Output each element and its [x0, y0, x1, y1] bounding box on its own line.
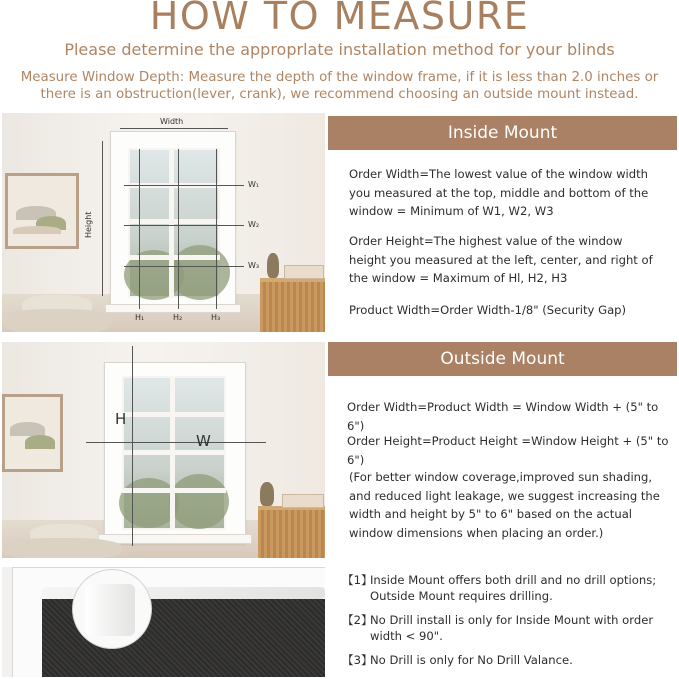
w1-label: W₁ [248, 180, 260, 189]
note-item [342, 572, 672, 604]
page-subtitle: Please determine the approprlate installation method for your blinds [64, 40, 615, 59]
inside-mount-photo [2, 113, 325, 332]
wall-art [5, 173, 79, 249]
note-text: Inside Mount offers both drill and no drill options; Outside Mount requires drilling. [370, 573, 657, 603]
wall-art [2, 394, 63, 472]
outside-order-width: Order Width=Product Width = Window Width + (5" to 6") [347, 400, 659, 433]
width-label: Width [160, 117, 184, 126]
note-number: 【3】 [342, 653, 373, 667]
h3-label: H₃ [211, 313, 221, 322]
zoom-detail [72, 569, 152, 649]
inside-product-width: Product Width=Order Width-1/8" (Security Gap) [349, 303, 627, 317]
inside-order-height: Order Height=The highest value of the window height you measured at the left, center, and right of the window = Maximum of Hl, H2, H3 [349, 234, 653, 285]
vase [267, 253, 279, 278]
window-sill [98, 534, 252, 544]
vase [260, 482, 274, 506]
w3-label: W₃ [248, 261, 260, 270]
note-item [342, 652, 672, 668]
w2-label: W₂ [248, 220, 260, 229]
dresser [260, 278, 325, 332]
outside-order-height: Order Height=Product Height =Window Height + (5" to 6") [347, 434, 669, 467]
page-title: HOW TO MEASURE [149, 0, 530, 38]
inside-mount-header: Inside Mount [328, 116, 677, 150]
inside-order-width: Order Width=The lowest value of the window width you measured at the top, middle and bottom of the window = Minimum of W1, W2, W3 [349, 167, 649, 218]
h-label: H [115, 410, 127, 428]
books [284, 265, 324, 279]
outside-mount-photo [2, 342, 325, 558]
blind-closeup-photo [2, 567, 325, 677]
outside-mount-header: Outside Mount [328, 342, 677, 376]
note-text: No Drill is only for No Drill Valance. [370, 653, 573, 667]
outside-advice: (For better window coverage,improved sun shading, and reduced light leakage, we suggest increasing the width and height by 5" to 6" based on the actual window dimensions when placing an order.) [349, 470, 660, 540]
note-number: 【1】 [342, 573, 373, 587]
h2-label: H₂ [173, 313, 183, 322]
notes-list [342, 572, 672, 676]
note-number: 【2】 [342, 613, 373, 627]
height-label: Height [84, 211, 93, 238]
dresser [258, 506, 325, 558]
books [282, 494, 324, 508]
h1-label: H₁ [135, 313, 145, 322]
note-text: No Drill install is only for Inside Mount with order width < 90". [370, 613, 654, 643]
window-sill [105, 304, 241, 313]
note-item [342, 612, 672, 644]
w-label: W [196, 432, 211, 450]
depth-note: Measure Window Depth: Measure the depth of the window frame, if it is less than 2.0 inches or there is an obstruction(lever, crank), we recommend choosing an outside mount instead. [20, 70, 659, 102]
